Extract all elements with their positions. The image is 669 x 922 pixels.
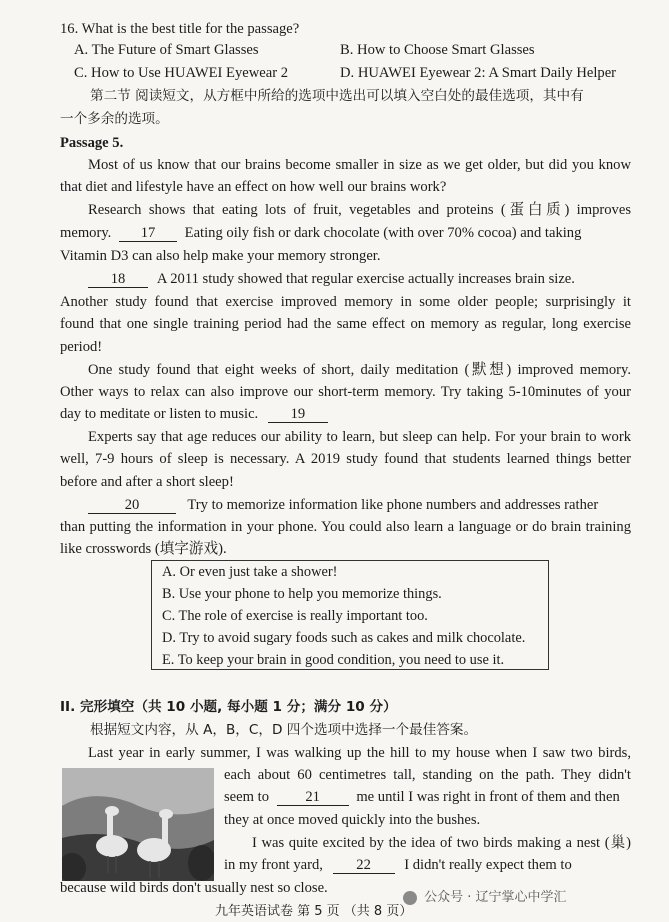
part2-instructions: 根据短文内容，从 A，B，C，D 四个选项中选择一个最佳答案。 — [90, 722, 478, 738]
cloze-line-6-text-a: in my front yard, — [224, 857, 323, 873]
paragraph-2-line-2 — [60, 224, 581, 242]
cloze-line-3 — [224, 788, 620, 806]
section2-instructions-line2: 一个多余的选项。 — [60, 111, 169, 127]
q16-stem: 16. What is the best title for the passage? — [60, 21, 300, 37]
options-box — [151, 560, 549, 670]
paragraph-4-line-3 — [60, 405, 328, 423]
q16-option-b: B. How to Choose Smart Glasses — [340, 42, 535, 58]
passage-title: Passage 5. — [60, 135, 124, 151]
paragraph-2-line-1: Research shows that eating lots of fruit, vegetables and proteins (蛋白质) improves — [88, 202, 631, 218]
paragraph-3-line-4: period! — [60, 339, 103, 355]
q16-option-c: C. How to Use HUAWEI Eyewear 2 — [74, 65, 289, 81]
paragraph-6-line-3: like crosswords (填字游戏). — [60, 541, 227, 557]
paragraph-6-line-1 — [88, 496, 598, 514]
paragraph-4-text: day to meditate or listen to music. — [60, 406, 259, 422]
option-e: E. To keep your brain in good condition, you need to use it. — [162, 652, 505, 668]
paragraph-3-line-2: Another study found that exercise improved memory in some older people; surprisingly it — [60, 294, 631, 310]
blank-17: 17 — [119, 225, 177, 242]
paragraph-3-line-3: found that one single training period had the same effect on memory as regular, long exercise — [60, 316, 631, 332]
paragraph-5-line-3: before and after a short sleep! — [60, 474, 234, 490]
paragraph-6-text: Try to memorize information like phone numbers and addresses rather — [187, 497, 599, 513]
cloze-line-4: they at once moved quickly into the bushes. — [224, 812, 481, 828]
cloze-line-6-text-b: I didn't really expect them to — [404, 857, 572, 873]
blank-20: 20 — [88, 497, 176, 514]
cloze-line-6 — [224, 856, 572, 874]
blank-21: 21 — [277, 789, 349, 806]
paragraph-5-line-2: well, 7-9 hours of sleep is necessary. A 2019 study found that students learned things better — [60, 451, 631, 467]
part2-heading: II. 完形填空（共 10 小题, 每小题 1 分；满分 10 分） — [60, 699, 397, 715]
q16-option-d: D. HUAWEI Eyewear 2: A Smart Daily Helper — [340, 65, 617, 81]
cloze-line-3-text-a: seem to — [224, 789, 269, 805]
option-d: D. Try to avoid sugary foods such as cakes and milk chocolate. — [162, 630, 526, 646]
blank-19: 19 — [268, 406, 328, 423]
blank-18: 18 — [88, 271, 148, 288]
paragraph-2-text-b: Eating oily fish or dark chocolate (with over 70% cocoa) and taking — [184, 225, 582, 241]
paragraph-1-line-2: that diet and lifestyle have an effect on how well our brains work? — [60, 179, 447, 195]
paragraph-4-line-1: One study found that eight weeks of short, daily meditation (默想) improved memory. — [88, 362, 631, 378]
q16-option-a: A. The Future of Smart Glasses — [74, 42, 259, 58]
paragraph-4-line-2: Other ways to relax can also improve our short-term memory. Try taking 5-10minutes of your — [60, 384, 631, 400]
cloze-line-7: because wild birds don't usually nest so close. — [60, 880, 328, 896]
cloze-line-1: Last year in early summer, I was walking up the hill to my house when I saw two birds, — [88, 745, 631, 761]
paragraph-5-line-1: Experts say that age reduces our ability to learn, but sleep can help. For your brain to work — [88, 429, 631, 445]
birds-photo — [62, 768, 214, 881]
paragraph-3-text: A 2011 study showed that regular exercise actually increases brain size. — [156, 271, 575, 287]
watermark — [403, 886, 567, 905]
cloze-line-3-text-b: me until I was right in front of them and then — [356, 789, 620, 805]
section2-instructions-line1: 第二节 阅读短文，从方框中所给的选项中选出可以填入空白处的最佳选项，其中有 — [90, 88, 584, 104]
paragraph-1-line-1: Most of us know that our brains become smaller in size as we get older, but did you know — [88, 157, 631, 173]
paragraph-2-line-3: Vitamin D3 can also help make your memory stronger. — [60, 248, 381, 264]
page-footer: 九年英语试卷 第 5 页 （共 8 页） — [215, 904, 413, 919]
cloze-line-2: each about 60 centimetres tall, standing on the path. They didn't — [224, 767, 631, 783]
paragraph-3-line-1 — [88, 270, 575, 288]
paragraph-2-text-a: memory. — [60, 225, 112, 241]
paragraph-6-line-2: than putting the information in your phone. You could also learn a language or do brain training — [60, 519, 631, 535]
option-b: B. Use your phone to help you memorize things. — [162, 586, 442, 602]
blank-22: 22 — [333, 857, 395, 874]
option-c: C. The role of exercise is really important too. — [162, 608, 428, 624]
cloze-line-5: I was quite excited by the idea of two birds making a nest (巢) — [252, 835, 631, 851]
option-a: A. Or even just take a shower! — [162, 564, 338, 580]
birds-illustration — [62, 768, 214, 881]
watermark-text: 公众号 · 辽宁掌心中学汇 — [424, 890, 567, 905]
